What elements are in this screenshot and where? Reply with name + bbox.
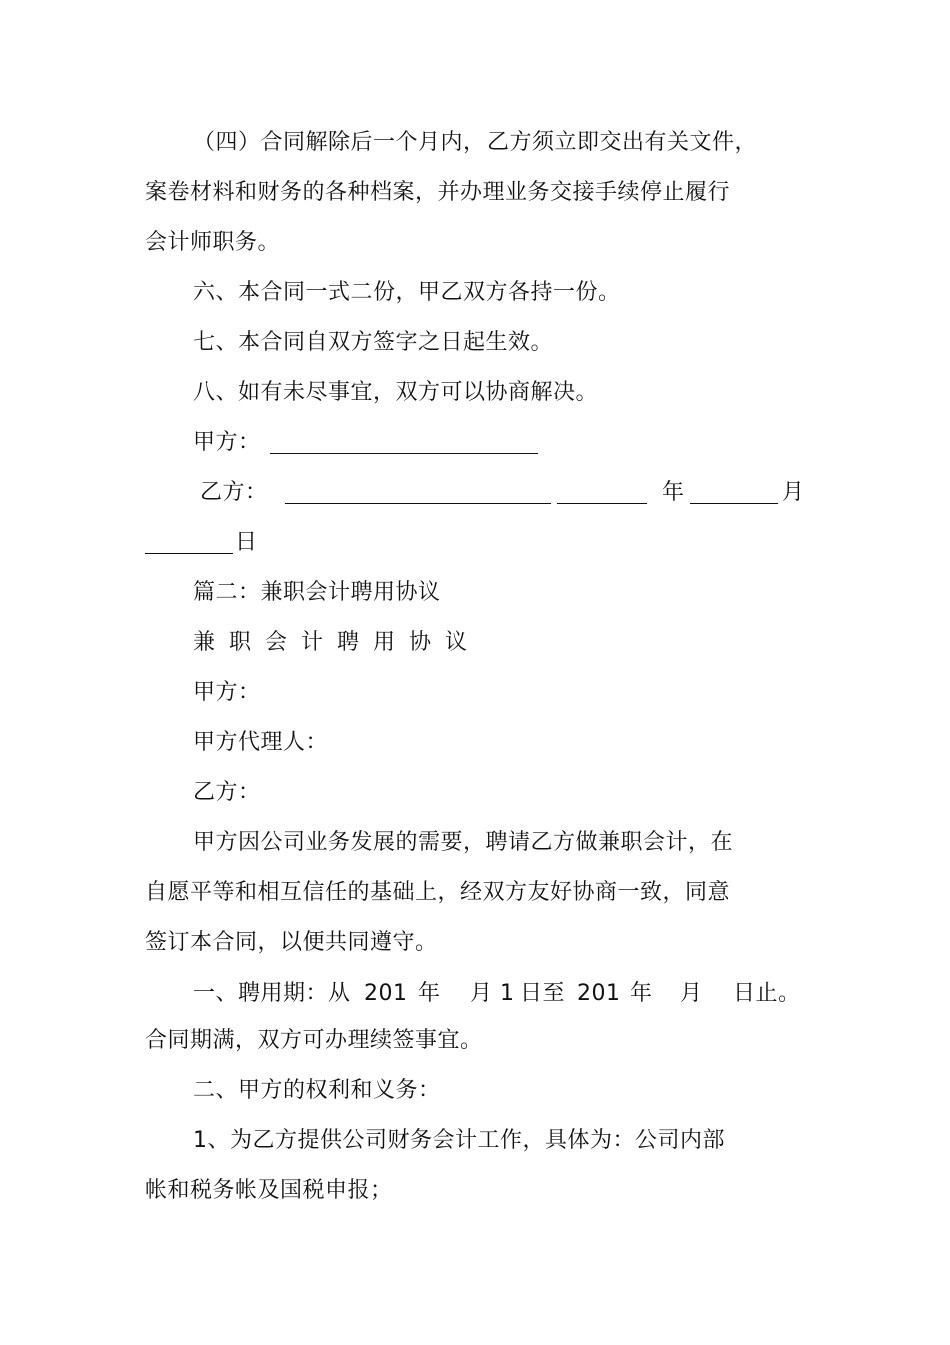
text-line: 八、如有未尽事宜，双方可以协商解决。 <box>193 380 599 405</box>
section-heading: 二、甲方的权利和义务： <box>193 1078 441 1103</box>
party-a-line: 甲方： <box>193 680 261 705</box>
term-end-label: 日止。 <box>733 981 801 1006</box>
day-blank <box>145 532 233 554</box>
text-line: 案卷材料和财务的各种档案，并办理业务交接手续停止履行 <box>145 180 731 205</box>
text-line: 会计师职务。 <box>145 230 281 255</box>
text-line: 签订本合同，以便共同遵守。 <box>145 930 438 955</box>
text-line: 乙方须立即交出有关文件， <box>487 130 758 155</box>
text-line: 合同期满，双方可办理续签事宜。 <box>145 1028 483 1053</box>
term-day-start: 1 <box>500 981 515 1006</box>
text-line: 1、为乙方提供公司财务会计工作，具体为：公司内部 <box>193 1128 725 1153</box>
party-a-label: 甲方： <box>193 430 261 455</box>
text-line: 帐和税务帐及国税申报； <box>145 1178 393 1203</box>
party-a-agent-line: 甲方代理人： <box>193 730 329 755</box>
term-year-end: 201 <box>577 981 621 1006</box>
party-a-signature-blank <box>270 432 538 454</box>
day-label: 日 <box>235 530 258 555</box>
section-heading: 篇二：兼职会计聘用协议 <box>193 580 441 605</box>
party-b-signature-blank <box>285 482 551 504</box>
term-month-label: 月 <box>470 981 493 1006</box>
text-line: 六、本合同一式二份，甲乙双方各持一份。 <box>193 280 621 305</box>
text-line: （四）合同解除后一个月内， <box>193 130 486 155</box>
party-b-line: 乙方： <box>193 780 261 805</box>
year-blank <box>557 482 647 504</box>
term-label: 一、聘用期：从 <box>193 981 351 1006</box>
agreement-title: 兼职会计聘用协议 <box>193 630 482 655</box>
term-to-label: 日至 <box>520 981 566 1006</box>
term-year-label: 年 <box>418 981 441 1006</box>
year-label: 年 <box>662 480 685 505</box>
text-line: 七、本合同自双方签字之日起生效。 <box>193 330 554 355</box>
term-year-end-label: 年 <box>630 981 653 1006</box>
term-year-start: 201 <box>364 981 408 1006</box>
term-month-end-label: 月 <box>680 981 703 1006</box>
month-blank <box>690 482 778 504</box>
month-label: 月 <box>782 480 805 505</box>
text-line: 甲方因公司业务发展的需要，聘请乙方做兼职会计，在 <box>193 830 734 855</box>
party-b-label: 乙方： <box>200 480 268 505</box>
text-line: 自愿平等和相互信任的基础上，经双方友好协商一致，同意 <box>145 880 731 905</box>
